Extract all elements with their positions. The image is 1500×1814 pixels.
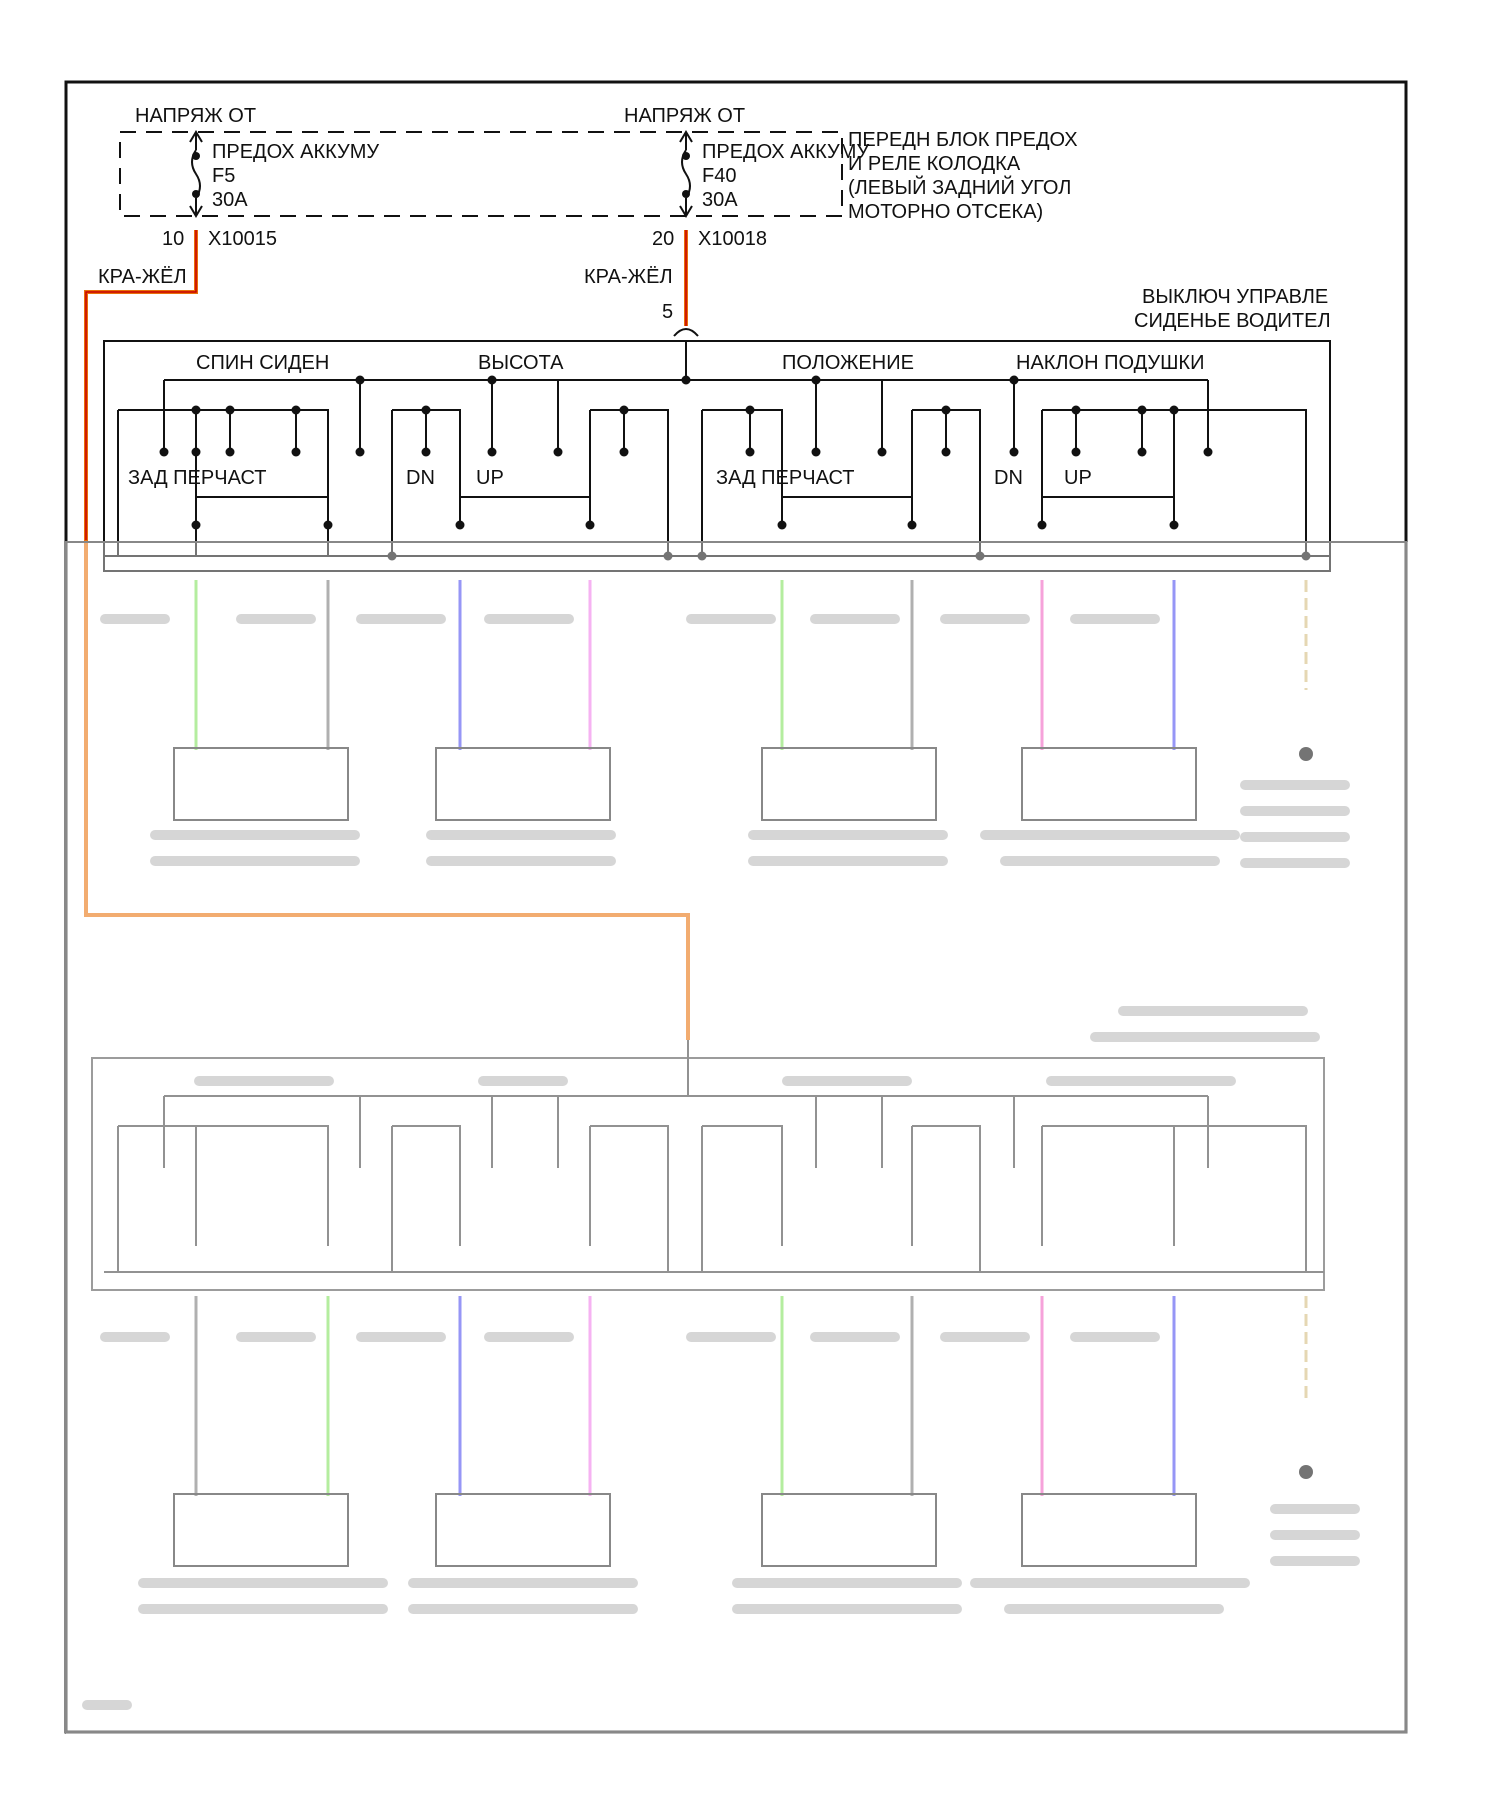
junction-dot xyxy=(292,406,301,415)
right-fuse-id: F40 xyxy=(702,165,737,187)
junction-dot xyxy=(356,376,365,385)
junction-dot xyxy=(1072,406,1081,415)
switch-label-rear-front: ЗАД ПЕРЧАСТ xyxy=(716,467,855,489)
lower-circuit xyxy=(66,542,1408,1734)
junction-dot xyxy=(422,406,431,415)
switch-unit-position xyxy=(702,410,980,556)
right-fuse-dot xyxy=(682,190,690,198)
junction-dot xyxy=(324,521,333,530)
right-source-title: НАПРЯЖ ОТ xyxy=(624,105,746,127)
junction-dot xyxy=(1204,448,1213,457)
junction-dot xyxy=(356,448,365,457)
fuse-box-label-line-1: ПЕРЕДН БЛОК ПРЕДОХ xyxy=(848,129,1078,151)
junction-dot xyxy=(746,448,755,457)
junction-dot xyxy=(1010,448,1019,457)
junction-dot xyxy=(746,406,755,415)
junction-dot xyxy=(942,406,951,415)
switch-unit-cushion xyxy=(994,410,1306,556)
left-fuse-id: F5 xyxy=(212,165,236,187)
right-fuse-name: ПРЕДОХ АККУМУ xyxy=(702,141,870,163)
junction-dot xyxy=(1010,376,1019,385)
right-connector: X10018 xyxy=(698,228,767,250)
left-fuse-name: ПРЕДОХ АККУМУ xyxy=(212,141,380,163)
switch-label-up: UP xyxy=(1064,467,1092,489)
switch-connector-symbol xyxy=(674,329,698,336)
driver-switch-title-line-1: ВЫКЛЮЧ УПРАВЛЕ xyxy=(1142,286,1329,308)
group-label-height: ВЫСОТА xyxy=(478,352,564,374)
fuse-section xyxy=(98,105,1078,323)
junction-dot xyxy=(226,406,235,415)
junction-dot xyxy=(1072,448,1081,457)
left-fuse-rating: 30A xyxy=(212,189,248,211)
right-fuse-dot xyxy=(682,152,690,160)
junction-dot xyxy=(586,521,595,530)
junction-dot xyxy=(878,448,887,457)
switch-label-rear-front: ЗАД ПЕРЧАСТ xyxy=(128,467,267,489)
junction-dot xyxy=(1038,521,1047,530)
left-fuse-dot xyxy=(192,190,200,198)
junction-dot xyxy=(1138,406,1147,415)
right-pin-number: 20 xyxy=(652,228,675,250)
fuse-box-label-line-3: (ЛЕВЫЙ ЗАДНИЙ УГОЛ xyxy=(848,177,1072,199)
left-pin-number: 10 xyxy=(162,228,185,250)
right-fuse-rating: 30A xyxy=(702,189,738,211)
group-label-seatback: СПИН СИДЕН xyxy=(196,352,330,374)
junction-dot xyxy=(778,521,787,530)
left-connector: X10015 xyxy=(208,228,277,250)
switch-unit-height xyxy=(392,410,668,556)
driver-switch xyxy=(104,286,1331,571)
junction-dot xyxy=(812,448,821,457)
right-switch-pin: 5 xyxy=(662,301,674,323)
switch-label-up: UP xyxy=(476,467,504,489)
switch-label-dn: DN xyxy=(994,467,1023,489)
left-wire-color: КРА-ЖЁЛ xyxy=(98,266,187,288)
driver-switch-title-line-2: СИДЕНЬЕ ВОДИТЕЛ xyxy=(1134,310,1331,332)
junction-dot xyxy=(1170,406,1179,415)
junction-dot xyxy=(192,521,201,530)
junction-dot xyxy=(192,406,201,415)
junction-dot xyxy=(226,448,235,457)
group-label-cushion-tilt: НАКЛОН ПОДУШКИ xyxy=(1016,352,1205,374)
switch-unit-seatback xyxy=(118,410,328,556)
junction-dot xyxy=(908,521,917,530)
left-source-title: НАПРЯЖ ОТ xyxy=(135,105,257,127)
junction-dot xyxy=(942,448,951,457)
right-wire-color: КРА-ЖЁЛ xyxy=(584,266,673,288)
driver-switch-outline xyxy=(104,341,1330,571)
group-label-position: ПОЛОЖЕНИЕ xyxy=(782,352,914,374)
junction-dot xyxy=(620,406,629,415)
junction-dot xyxy=(488,376,497,385)
switch-label-dn: DN xyxy=(406,467,435,489)
junction-dot xyxy=(160,448,169,457)
fuse-box-label-line-4: МОТОРНО ОТСЕКА) xyxy=(848,201,1044,223)
junction-dot xyxy=(812,376,821,385)
junction-dot xyxy=(1138,448,1147,457)
junction-dot xyxy=(422,448,431,457)
right-fuse-symbol xyxy=(680,132,692,216)
junction-dot xyxy=(554,448,563,457)
left-fuse-dot xyxy=(192,152,200,160)
junction-dot xyxy=(1170,521,1179,530)
junction-dot xyxy=(488,448,497,457)
junction-dot xyxy=(620,448,629,457)
junction-dot xyxy=(682,376,691,385)
fuse-box-label-line-2: И РЕЛЕ КОЛОДКА xyxy=(848,153,1021,175)
junction-dot xyxy=(456,521,465,530)
junction-dot xyxy=(192,448,201,457)
left-fuse-symbol xyxy=(190,132,202,216)
junction-dot xyxy=(292,448,301,457)
blur-overlay xyxy=(66,542,1408,1734)
